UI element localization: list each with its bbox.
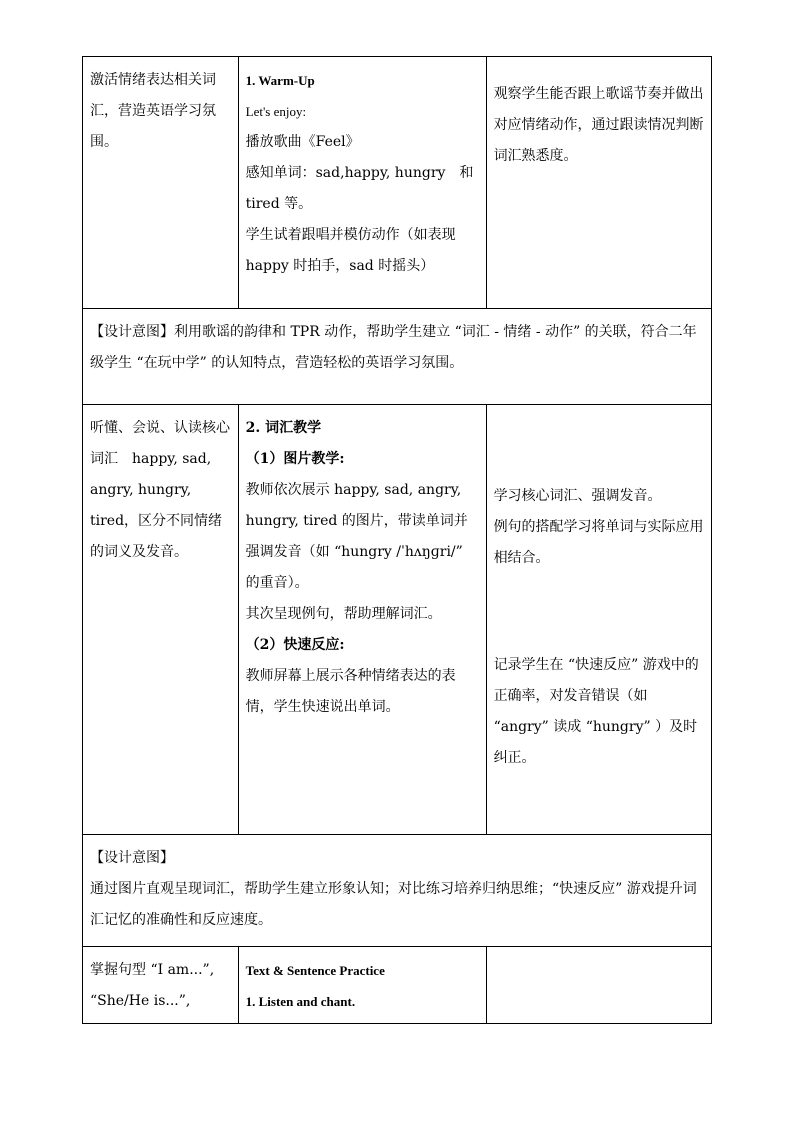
assessment-cell: [486, 405, 711, 835]
design-intent-cell: [83, 309, 712, 405]
activity-line: Let's enjoy:: [245, 104, 307, 119]
objective-cell: [83, 405, 239, 835]
assessment-text: 例句的搭配学习将单词与实际应用相结合。: [493, 519, 704, 566]
activity-cell: [238, 405, 486, 835]
design-intent-cell: [83, 835, 712, 947]
sentence-practice-row: [83, 947, 712, 1024]
subsection-title: （2）快速反应:: [245, 637, 345, 653]
activity-cell: [238, 947, 486, 1024]
vocabulary-row: [83, 405, 712, 835]
objective-cell: [83, 947, 239, 1024]
objective-text: 听懂、会说、认读核心词汇 happy, sad, angry, hungry, tired，区分不同情绪的词义及发音。: [90, 420, 230, 560]
assessment-cell: [486, 57, 711, 309]
activity-line: 其次呈现例句，帮助理解词汇。: [245, 606, 442, 622]
assessment-text: 观察学生能否跟上歌谣节奏并做出对应情绪动作，通过跟读情况判断词汇熟悉度。: [493, 86, 704, 164]
design-intent-text: 通过图片直观呈现词汇，帮助学生建立形象认知；对比练习培养归纳思维；“快速反应” 游戏提升词汇记忆的准确性和反应速度。: [90, 881, 697, 928]
warm-up-row: [83, 57, 712, 309]
objective-text: 掌握句型 “I am...”, “She/He is...”,: [90, 962, 215, 1009]
objective-cell: [83, 57, 239, 309]
design-intent-text: 【设计意图】利用歌谣的韵律和 TPR 动作，帮助学生建立 “词汇 - 情绪 - 动作” 的关联，符合二年级学生 “在玩中学” 的认知特点，营造轻松的英语学习氛围。: [90, 324, 697, 371]
activity-heading: 1. Warm-Up: [245, 73, 315, 88]
activity-heading: 2. 词汇教学: [245, 420, 322, 436]
design-intent-row: [83, 835, 712, 947]
activity-line: 教师依次展示 happy, sad, angry, hungry, tired 的图片，带读单词并强调发音（如 “hungry /ˈhʌŋɡri/” 的重音）。: [245, 482, 468, 591]
design-intent-title: 【设计意图】: [90, 850, 174, 866]
lesson-plan-table: [82, 56, 712, 1024]
activity-line: 播放歌曲《Feel》: [245, 134, 360, 150]
activity-heading: Text & Sentence Practice: [245, 963, 385, 978]
activity-line: 教师屏幕上展示各种情绪表达的表情，学生快速说出单词。: [245, 668, 456, 715]
subsection-title: （1）图片教学:: [245, 451, 345, 467]
assessment-text: 学习核心词汇、强调发音。: [493, 488, 662, 504]
design-intent-row: [83, 309, 712, 405]
activity-line: 学生试着跟唱并模仿动作（如表现 happy 时拍手，sad 时摇头）: [245, 227, 456, 274]
activity-cell: [238, 57, 486, 309]
assessment-cell: [486, 947, 711, 1024]
activity-line: 1. Listen and chant.: [245, 994, 356, 1009]
activity-line: 感知单词：sad,happy, hungry 和tired 等。: [245, 165, 474, 212]
objective-text: 激活情绪表达相关词汇，营造英语学习氛围。: [90, 72, 216, 150]
assessment-text: 记录学生在 “快速反应” 游戏中的正确率，对发音错误（如 “angry” 读成 “hungry” ）及时纠正。: [493, 657, 699, 766]
